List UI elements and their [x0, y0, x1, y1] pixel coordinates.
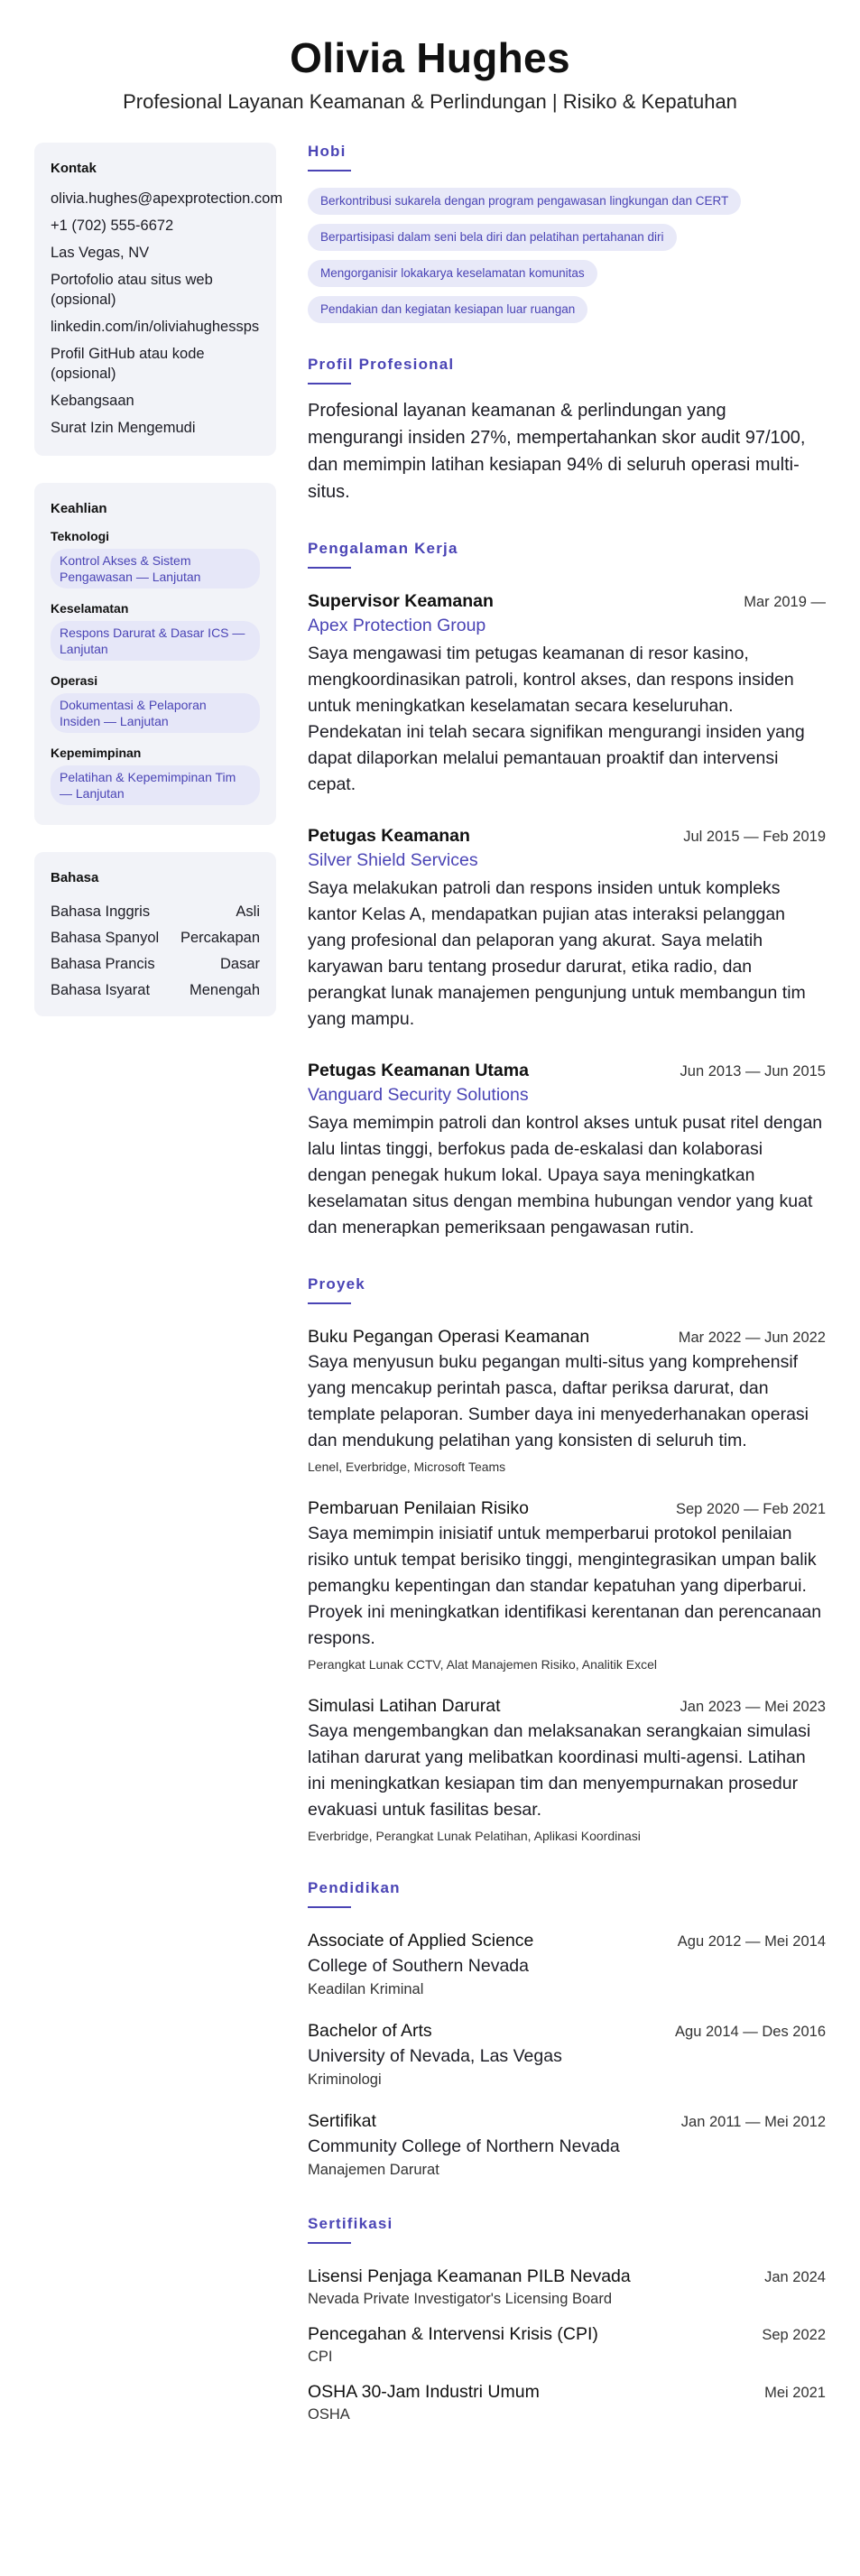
hobby-pill: Pendakian dan kegiatan kesiapan luar ruangan	[308, 296, 587, 323]
language-level: Dasar	[219, 956, 260, 972]
education-title: Pendidikan	[308, 1879, 401, 1896]
project-entry	[308, 1496, 826, 1673]
skill-group	[51, 601, 260, 661]
language-row	[51, 928, 260, 948]
skill-group	[51, 673, 260, 733]
certification-name: Pencegahan & Intervensi Krisis (CPI)	[308, 2324, 598, 2344]
education-date: Jan 2011 — Mei 2012	[680, 2114, 826, 2130]
skill-pill: Respons Darurat & Dasar ICS — Lanjutan	[51, 621, 260, 661]
skills-title: Keahlian	[51, 501, 107, 516]
section-underline	[308, 170, 351, 171]
project-name: Buku Pegangan Operasi Keamanan	[308, 1327, 590, 1347]
project-name: Pembaruan Penilaian Risiko	[308, 1498, 529, 1518]
certifications-title: Sertifikasi	[308, 2215, 393, 2232]
resume-header	[0, 0, 860, 116]
candidate-headline: Profesional Layanan Keamanan & Perlindungan | Risiko & Kepatuhan	[123, 90, 737, 113]
profile-section	[308, 356, 826, 505]
education-entry	[308, 2108, 826, 2181]
contact-location: Las Vegas, NV	[51, 245, 150, 261]
section-underline	[308, 1906, 351, 1908]
languages-title: Bahasa	[51, 870, 99, 885]
contact-portfolio: Portofolio atau situs web (opsional)	[51, 272, 213, 308]
job-description: Saya mengawasi tim petugas keamanan di resor kasino, mengkoordinasikan patroli, kontrol akses, dan respons insiden untuk meningkatkan keselamatan secara keseluruhan. Pendekatan ini telah secara signifikan mengurangi insiden yang dapat dilaporkan melalui pemantauan proaktif dan intervensi cepat.	[308, 644, 805, 794]
certification-date: Mei 2021	[764, 2385, 826, 2401]
certification-issuer: CPI	[308, 2349, 333, 2365]
job-company: Apex Protection Group	[308, 616, 486, 635]
education-entry	[308, 2018, 826, 2090]
contact-linkedin[interactable]: linkedin.com/in/oliviahughessps	[51, 319, 260, 335]
language-name: Bahasa Isyarat	[51, 982, 151, 998]
job-date: Jul 2015 — Feb 2019	[683, 829, 826, 845]
project-tools: Lenel, Everbridge, Microsoft Teams	[308, 1459, 506, 1474]
education-degree: Bachelor of Arts	[308, 2021, 432, 2041]
education-field: Keadilan Kriminal	[308, 1981, 424, 1997]
contact-github: Profil GitHub atau kode (opsional)	[51, 346, 205, 382]
sidebar	[34, 143, 283, 1043]
education-section	[308, 1879, 826, 2181]
contact-title: Kontak	[51, 161, 97, 176]
education-field: Kriminologi	[308, 2071, 382, 2088]
experience-title: Pengalaman Kerja	[308, 540, 458, 557]
experience-entry	[308, 1058, 826, 1241]
education-school: College of Southern Nevada	[308, 1956, 529, 1976]
hobbies-title: Hobi	[308, 143, 347, 160]
job-date: Jun 2013 — Jun 2015	[680, 1063, 826, 1080]
job-date: Mar 2019 —	[744, 594, 826, 610]
projects-section	[308, 1275, 826, 1845]
hobby-pill: Berkontribusi sukarela dengan program pengawasan lingkungan dan CERT	[308, 188, 741, 215]
skill-category: Kepemimpinan	[51, 746, 142, 760]
section-underline	[308, 2242, 351, 2244]
contact-card	[34, 143, 283, 456]
project-entry	[308, 1693, 826, 1845]
project-name: Simulasi Latihan Darurat	[308, 1696, 501, 1716]
skill-category: Teknologi	[51, 529, 110, 543]
project-entry	[308, 1324, 826, 1476]
certification-entry	[308, 2321, 826, 2367]
certification-date: Jan 2024	[764, 2269, 826, 2285]
job-role: Petugas Keamanan	[308, 826, 470, 846]
job-role: Supervisor Keamanan	[308, 591, 494, 611]
project-description: Saya memimpin inisiatif untuk memperbarui protokol penilaian risiko untuk tempat berisiko tinggi, mengintegrasikan umpan balik pemangku kepentingan dan standar kepatuhan yang diperbarui. Proyek ini meningkatkan identifikasi kerentanan dan perencanaan respons.	[308, 1524, 822, 1648]
projects-title: Proyek	[308, 1275, 365, 1293]
certification-date: Sep 2022	[762, 2327, 826, 2343]
project-date: Sep 2020 — Feb 2021	[675, 1501, 826, 1517]
education-school: University of Nevada, Las Vegas	[308, 2046, 562, 2066]
experience-entry	[308, 823, 826, 1033]
education-school: Community College of Northern Nevada	[308, 2136, 620, 2156]
education-date: Agu 2012 — Mei 2014	[677, 1933, 826, 1950]
project-date: Mar 2022 — Jun 2022	[678, 1330, 826, 1346]
certification-name: OSHA 30-Jam Industri Umum	[308, 2382, 540, 2402]
certifications-section	[308, 2215, 826, 2424]
certification-name: Lisensi Penjaga Keamanan PILB Nevada	[308, 2266, 631, 2286]
skill-pill: Pelatihan & Kepemimpinan Tim — Lanjutan	[51, 765, 260, 805]
project-description: Saya menyusun buku pegangan multi-situs yang komprehensif yang mencakup perintah pasca, daftar periksa darurat, dan template pelaporan. Sumber daya ini menyederhanakan operasi dan mendukung pelatihan yang konsisten di seluruh tim.	[308, 1352, 809, 1450]
section-underline	[308, 383, 351, 385]
skill-group	[51, 529, 260, 588]
skill-pill: Dokumentasi & Pelaporan Insiden — Lanjutan	[51, 693, 260, 733]
education-degree: Sertifikat	[308, 2111, 376, 2131]
skill-group	[51, 746, 260, 805]
profile-title: Profil Profesional	[308, 356, 455, 373]
language-row	[51, 954, 260, 974]
certification-entry	[308, 2264, 826, 2309]
skill-category: Keselamatan	[51, 601, 129, 616]
job-company: Silver Shield Services	[308, 850, 478, 870]
contact-phone[interactable]: +1 (702) 555-6672	[51, 218, 174, 234]
job-description: Saya melakukan patroli dan respons insiden untuk kompleks kantor Kelas A, mendapatkan pujian atas interaksi pelanggan yang profesional dan pelaporan yang akurat. Saya melatih karyawan baru tentang prosedur darurat, etika radio, dan perangkat lunak manajemen pengunjung untuk membangun tim yang mampu.	[308, 878, 806, 1029]
education-entry	[308, 1928, 826, 2000]
skills-card	[34, 483, 276, 825]
language-row	[51, 902, 260, 922]
job-company: Vanguard Security Solutions	[308, 1085, 529, 1105]
project-description: Saya mengembangkan dan melaksanakan serangkaian simulasi latihan darurat yang melibatkan koordinasi multi-agensi. Latihan ini meningkatkan kesiapan tim dan menyempurnakan prosedur evakuasi untuk fasilitas besar.	[308, 1721, 811, 1820]
language-row	[51, 980, 260, 1000]
language-level: Asli	[236, 903, 260, 920]
certification-issuer: OSHA	[308, 2406, 350, 2423]
job-role: Petugas Keamanan Utama	[308, 1061, 529, 1080]
main-content	[308, 143, 826, 2459]
experience-section	[308, 540, 826, 1241]
project-date: Jan 2023 — Mei 2023	[680, 1699, 826, 1715]
hobbies-section	[308, 143, 826, 332]
hobby-pill: Mengorganisir lokakarya keselamatan komunitas	[308, 260, 597, 287]
section-underline	[308, 567, 351, 569]
project-tools: Everbridge, Perangkat Lunak Pelatihan, Aplikasi Koordinasi	[308, 1829, 641, 1843]
education-degree: Associate of Applied Science	[308, 1931, 534, 1951]
skill-category: Operasi	[51, 673, 98, 688]
contact-license: Surat Izin Mengemudi	[51, 420, 196, 436]
language-name: Bahasa Spanyol	[51, 930, 160, 946]
education-field: Manajemen Darurat	[308, 2162, 439, 2178]
job-description: Saya memimpin patroli dan kontrol akses untuk pusat ritel dengan lalu lintas tinggi, berfokus pada de-eskalasi dan kolaborasi dengan penegak hukum lokal. Upaya saya meningkatkan keselamatan situs dengan membina hubungan vendor yang kuat dan menerapkan pemeriksaan pengawasan rutin.	[308, 1113, 823, 1237]
education-date: Agu 2014 — Des 2016	[675, 2024, 826, 2040]
language-level: Percakapan	[180, 930, 260, 946]
project-tools: Perangkat Lunak CCTV, Alat Manajemen Risiko, Analitik Excel	[308, 1657, 658, 1672]
language-name: Bahasa Inggris	[51, 903, 151, 920]
certification-issuer: Nevada Private Investigator's Licensing Board	[308, 2291, 613, 2307]
certification-entry	[308, 2379, 826, 2424]
contact-email[interactable]: olivia.hughes@apexprotection.com	[51, 190, 283, 207]
profile-summary: Profesional layanan keamanan & perlindungan yang mengurangi insiden 27%, mempertahankan skor audit 97/100, dan memimpin latihan kesiapan 94% di seluruh operasi multi-situs.	[308, 401, 806, 502]
section-underline	[308, 1302, 351, 1304]
languages-card	[34, 852, 276, 1016]
hobby-pill: Berpartisipasi dalam seni bela diri dan pelatihan pertahanan diri	[308, 224, 677, 251]
candidate-name: Olivia Hughes	[290, 34, 570, 81]
language-name: Bahasa Prancis	[51, 956, 155, 972]
skill-pill: Kontrol Akses & Sistem Pengawasan — Lanjutan	[51, 549, 260, 588]
contact-nationality: Kebangsaan	[51, 393, 134, 409]
experience-entry	[308, 588, 826, 798]
language-level: Menengah	[190, 982, 260, 998]
